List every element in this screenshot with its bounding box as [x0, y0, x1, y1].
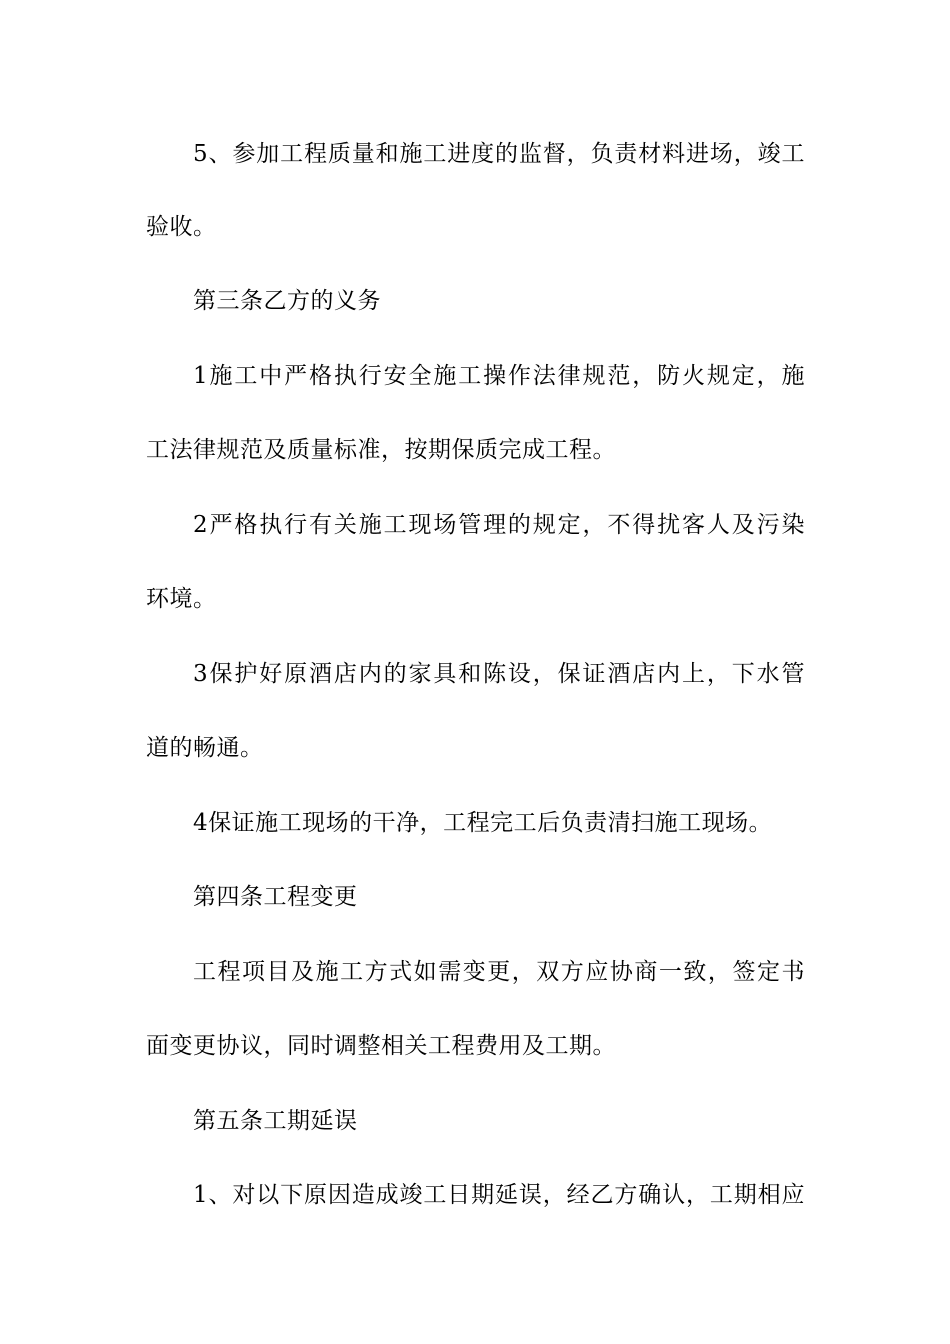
paragraph-line: 3保护好原酒店内的家具和陈设，保证酒店内上，下水管 [193, 661, 805, 687]
section-heading: 第五条工期延误 [193, 1108, 358, 1134]
paragraph-line: 环境。 [146, 586, 217, 612]
paragraph-line: 1施工中严格执行安全施工操作法律规范，防火规定，施 [193, 363, 805, 389]
paragraph-line: 1、对以下原因造成竣工日期延误，经乙方确认，工期相应 [193, 1182, 805, 1208]
section-heading: 第三条乙方的义务 [193, 288, 381, 314]
paragraph-line: 道的畅通。 [146, 735, 264, 761]
paragraph-line: 面变更协议，同时调整相关工程费用及工期。 [146, 1033, 616, 1059]
paragraph-line: 2严格执行有关施工现场管理的规定，不得扰客人及污染 [193, 512, 805, 538]
section-heading: 第四条工程变更 [193, 884, 358, 910]
paragraph-line: 5、参加工程质量和施工进度的监督，负责材料进场，竣工 [193, 141, 805, 167]
paragraph-line: 4保证施工现场的干净，工程完工后负责清扫施工现场。 [193, 810, 773, 836]
paragraph-line: 验收。 [146, 214, 217, 240]
paragraph-line: 工法律规范及质量标准，按期保质完成工程。 [146, 437, 616, 463]
paragraph-line: 工程项目及施工方式如需变更，双方应协商一致，签定书 [193, 959, 805, 985]
